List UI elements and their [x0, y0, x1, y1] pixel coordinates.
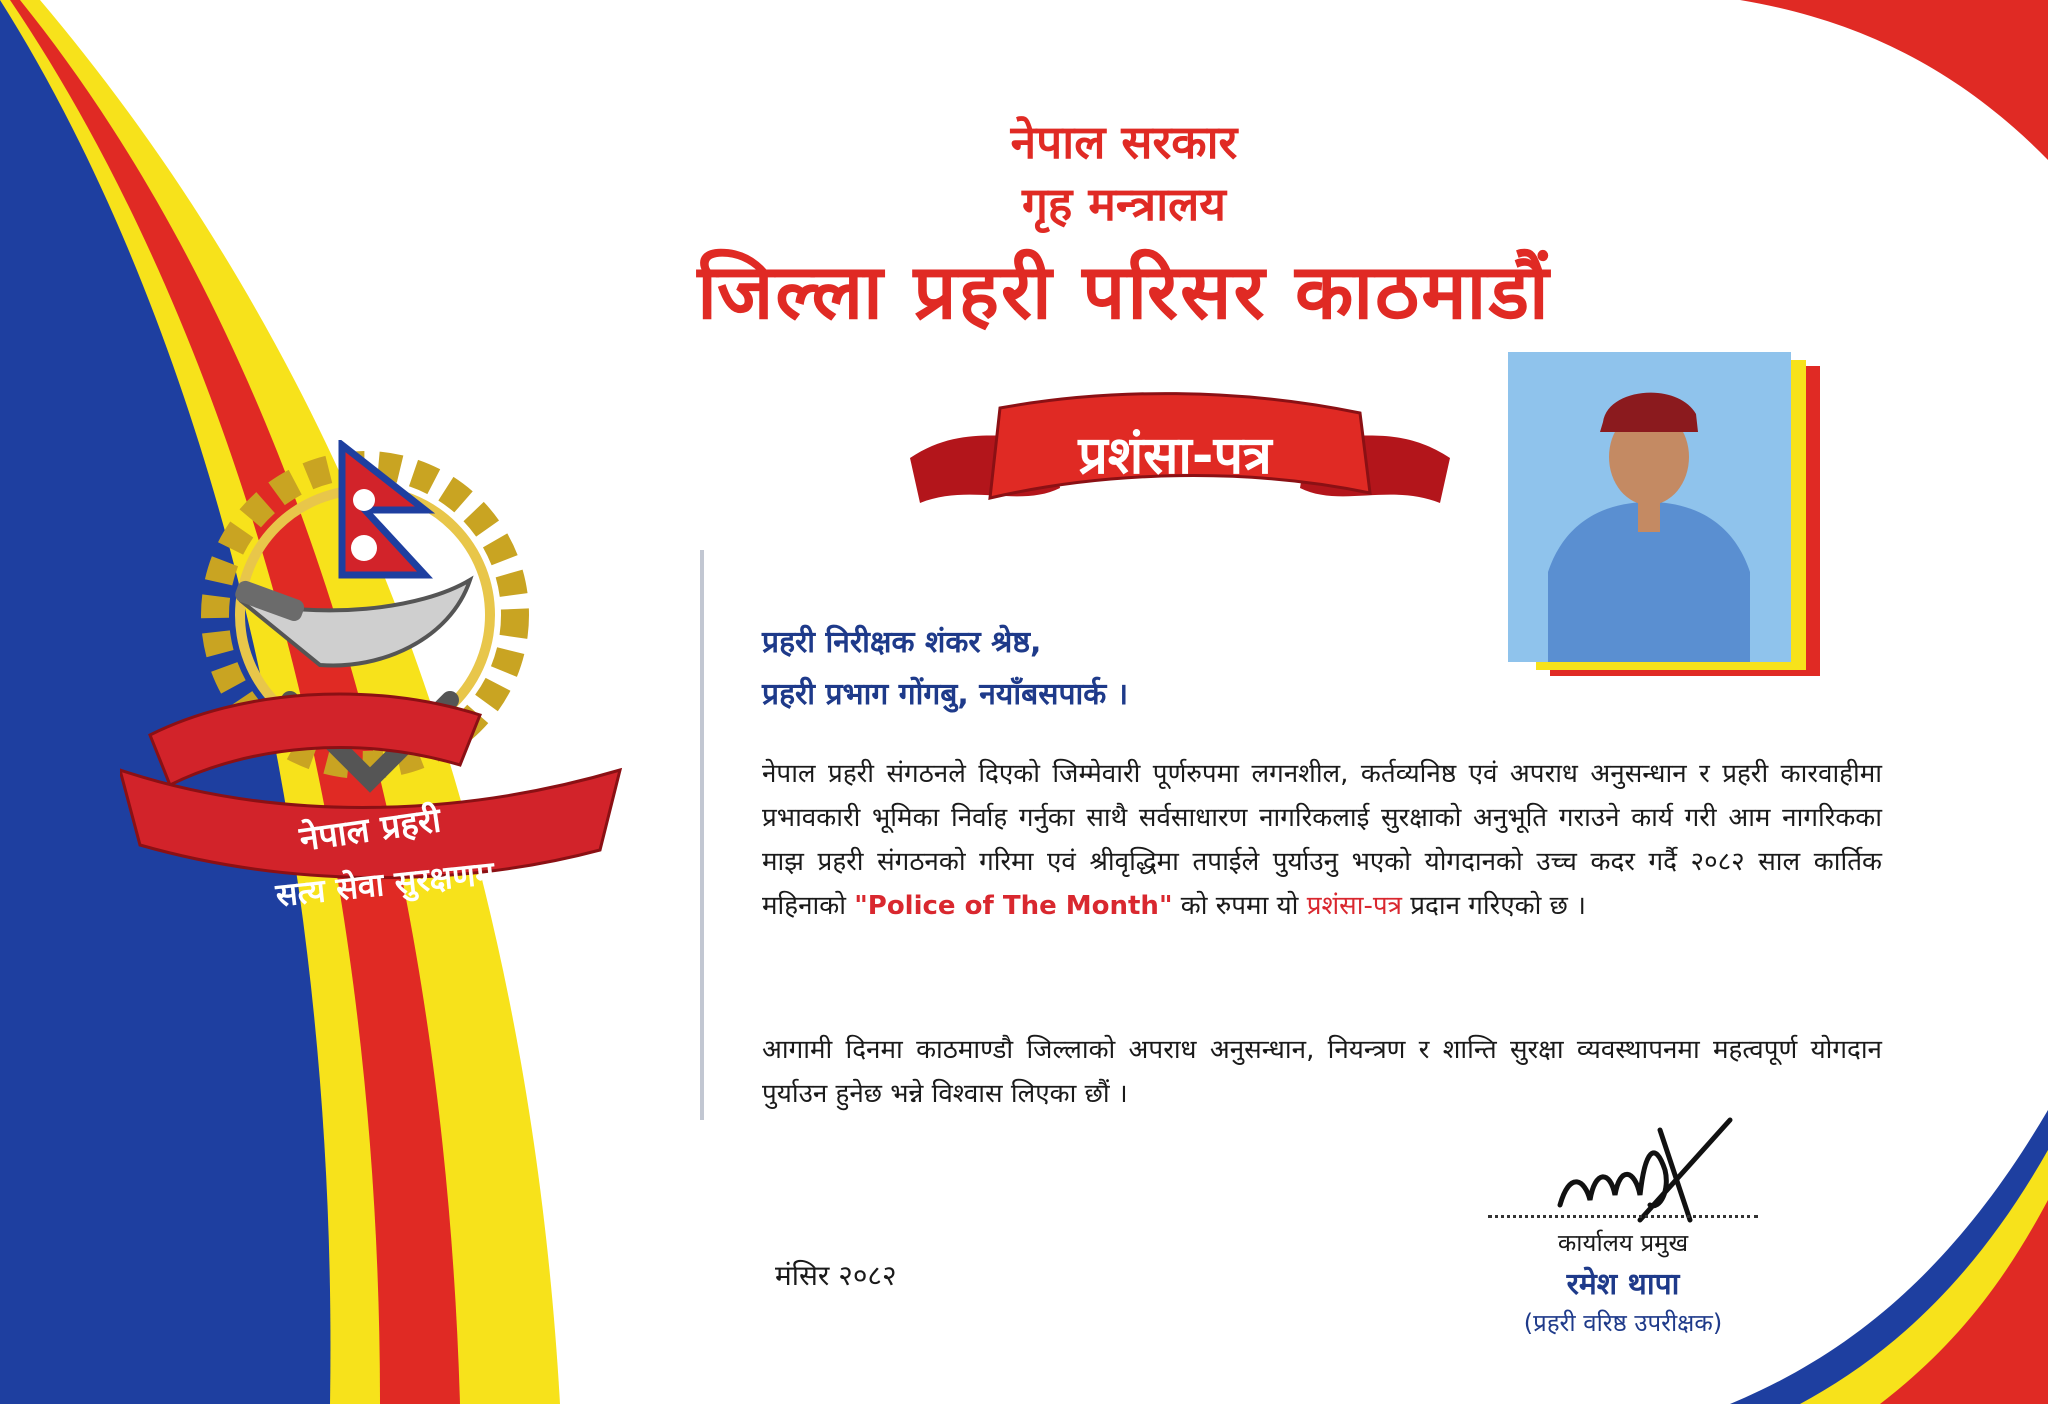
emblem-banner-top-label: नेपाल प्रहरी	[297, 800, 444, 860]
recipient-unit: प्रहरी प्रभाग गोंगबु, नयाँबसपार्क ।	[762, 677, 1129, 712]
office-heading: जिल्ला प्रहरी परिसर काठमाडौं	[697, 247, 1551, 336]
closing-paragraph: आगामी दिनमा काठमाण्डौ जिल्लाको अपराध अनुसन्धान, नियन्त्रण र शान्ति सुरक्षा व्यवस्थापनमा महत्वपूर्ण योगदान पुर्याउन हुनेछ भन्ने विश्वास लिएका छौं ।	[762, 1035, 1882, 1109]
award-name: "Police of The Month"	[854, 891, 1173, 921]
government-heading: नेपाल सरकार	[1010, 115, 1238, 169]
signature-line	[1488, 1215, 1758, 1218]
recipient-name: प्रहरी निरीक्षक शंकर श्रेष्ठ,	[762, 625, 1042, 660]
citation-text-3: प्रदान गरिएको छ ।	[1401, 891, 1586, 921]
citation-text: नेपाल प्रहरी संगठनले दिएको जिम्मेवारी पूर्णरुपमा लगनशील, कर्तव्यनिष्ठ एवं अपराध अनुसन्धान र प्रहरी कारवाहीमा प्रभावकारी भूमिका निर्वाह गर्नुका साथै सर्वसाधारण नागरिकलाई सुरक्षाको अनुभूति गराउने कार्य गरी आम नागरिकका माझ प्रहरी संगठनको गरिमा एवं श्रीवृद्धिमा तपाईले पुर्याउनु भएको योगदानको उच्च कदर गर्दै २०८२ साल कार्तिक महिनाको	[762, 759, 1882, 921]
signatory-rank: (प्रहरी वरिष्ठ उपरीक्षक)	[1523, 1309, 1723, 1337]
signature-image	[1540, 1110, 1740, 1230]
certificate-word: प्रशंसा-पत्र	[1306, 891, 1402, 921]
issue-date: मंसिर २०८२	[775, 1259, 897, 1292]
citation-text-2: को रुपमा यो	[1172, 891, 1307, 921]
certificate-title: प्रशंसा-पत्र	[1078, 426, 1272, 486]
signatory-name: रमेश थापा	[1566, 1267, 1680, 1302]
recipient-photo	[1508, 352, 1828, 682]
ministry-heading: गृह मन्त्रालय	[1022, 177, 1226, 231]
officer-portrait-image	[1508, 352, 1828, 682]
citation-paragraph	[762, 752, 1882, 928]
emblem-motto-label: सत्य सेवा सुरक्षणम्	[273, 853, 497, 915]
signatory-title: कार्यालय प्रमुख	[1557, 1229, 1689, 1257]
